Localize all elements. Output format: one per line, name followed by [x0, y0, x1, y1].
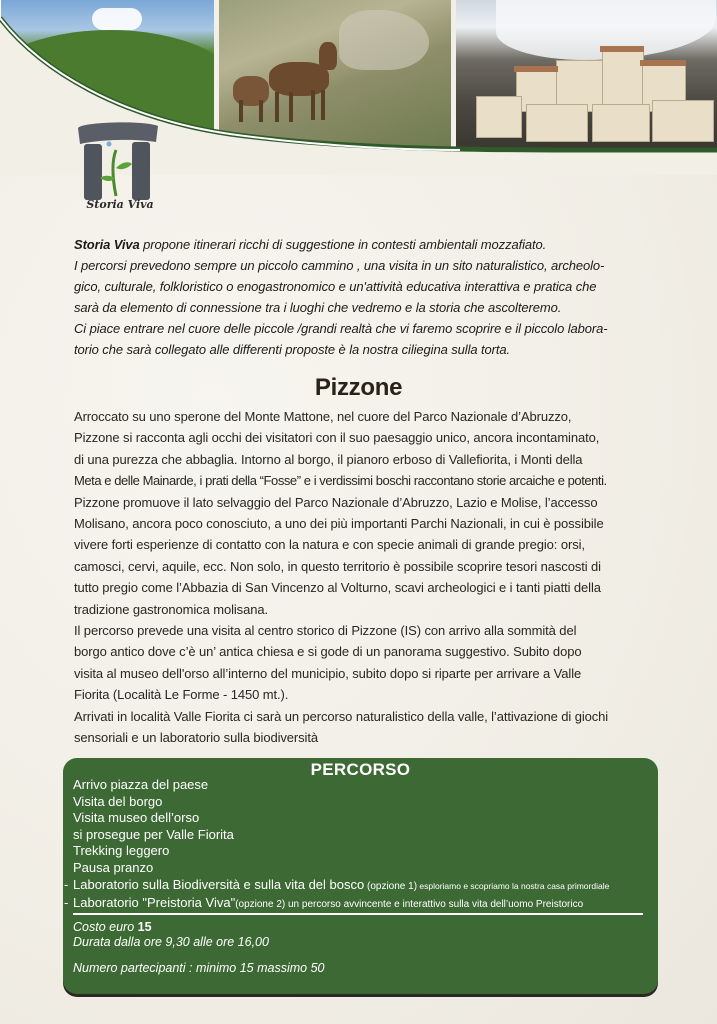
route-step-lab2: - Laboratorio "Preistoria Viva"(opzione 2) un percorso avvincente e interattivo sulla vita dell’uomo Preistorico: [64, 895, 584, 911]
route-step: si prosegue per Valle Fiorita: [73, 826, 234, 842]
route-box: [63, 758, 658, 994]
body-line: camosci, cervi, aquile, ecc. Non solo, in questo territorio è possibile scoprire tesori nascosti di: [74, 558, 601, 574]
cost-value: 15: [137, 920, 152, 934]
route-step: Pausa pranzo: [73, 859, 154, 875]
duration: Durata dalla ore 9,30 alle ore 16,00: [73, 935, 269, 949]
intro-line: torio che sarà collegato alle differenti proposte è la nostra ciliegina sulla torta.: [74, 342, 511, 357]
route-steps: [64, 777, 653, 914]
route-step: Visita del borgo: [73, 793, 163, 809]
page-title: Pizzone: [314, 374, 403, 401]
intro-paragraph: [74, 234, 640, 360]
route-step-lab1: - Laboratorio sulla Biodiversità e sulla vita del bosco (opzione 1) esploriamo e scopriamo la nostra casa primordiale: [64, 876, 610, 892]
logo-caption: Storia Viva: [86, 198, 154, 211]
body-line: Meta e delle Mainarde, i prati della “Fosse” e i verdissimi boschi raccontano storie arcaiche e potenti.: [74, 473, 607, 489]
intro-line: I percorsi prevedono sempre un piccolo cammino , una visita in un sito naturalistico, archeolo-: [74, 258, 605, 273]
intro-line: Ci piace entrare nel cuore delle piccole /grandi realtà che vi faremo scoprire e il piccolo labora-: [74, 321, 608, 336]
body-line: Arroccato su uno sperone del Monte Mattone, nel cuore del Parco Nazionale d’Abruzzo,: [74, 409, 572, 424]
body-line: vivere forti esperienze di contatto con la natura e con specie animali di grande pregio: orsi,: [74, 537, 585, 553]
dash: -: [64, 895, 69, 911]
body-line: Pizzone promuove il lato selvaggio del Parco Nazionale d’Abruzzo, Lazio e Molise, l’accesso: [74, 494, 598, 510]
dash: -: [64, 876, 69, 892]
body-line: tutto pregio come l’Abbazia di San Vincenzo al Volturno, scavi archeologici e i tanti piatti della: [74, 580, 601, 596]
body-line: sensoriali e un laboratorio sulla biodiversità: [74, 730, 318, 746]
route-info: [73, 920, 643, 976]
body-line: Molisano, ancora poco conosciuto, a uno dei più importanti Parchi Nazionali, in cui è possibile: [74, 516, 604, 532]
route-step: Visita museo dell’orso: [73, 810, 200, 826]
route-step: Arrivo piazza del paese: [73, 777, 209, 792]
body-line: Arrivati in località Valle Fiorita ci sarà un percorso naturalistico della valle, l’attivazione di giochi: [74, 708, 609, 724]
body-line: Il percorso prevede una visita al centro storico di Pizzone (IS) con arrivo alla sommità del: [74, 623, 577, 639]
body-line: di una purezza che abbaglia. Intorno al borgo, il pianoro erboso di Vallefiorita, i Monti della: [74, 451, 583, 467]
route-title: PERCORSO: [310, 760, 411, 779]
divider: [73, 913, 643, 915]
body-line: tradizione gastronomica molisana.: [74, 601, 268, 617]
body-line: borgo antico dove c’è un’ antica chiesa e si gode di un panorama suggestivo. Subito dopo: [74, 644, 582, 660]
brand-name: Storia Viva: [74, 237, 140, 252]
participants: Numero partecipanti : minimo 15 massimo 50: [73, 961, 325, 975]
intro-line: gico, culturale, folkloristico o enogastronomico e un'attività educativa interattiva e pratica che: [74, 279, 597, 294]
intro-line: sarà da elemento di connessione tra i luoghi che vedremo e la storia che ascolteremo.: [74, 300, 562, 315]
description-text: [74, 406, 640, 749]
route-step: Trekking leggero: [73, 843, 170, 859]
body-line: visita al museo dell'orso all’interno del municipio, subito dopo si riparte per arrivare a Valle: [74, 665, 582, 681]
body-line: Pizzone si racconta agli occhi dei visitatori con il suo paesaggio unico, ancora incontaminato,: [74, 430, 600, 446]
body-line: Fiorita (Località Le Forme - 1450 mt.).: [74, 687, 289, 703]
intro-line: Storia Viva propone itinerari ricchi di suggestione in contesti ambientali mozzafiato.: [74, 237, 547, 252]
cost: Costo euro 15: [73, 920, 152, 934]
